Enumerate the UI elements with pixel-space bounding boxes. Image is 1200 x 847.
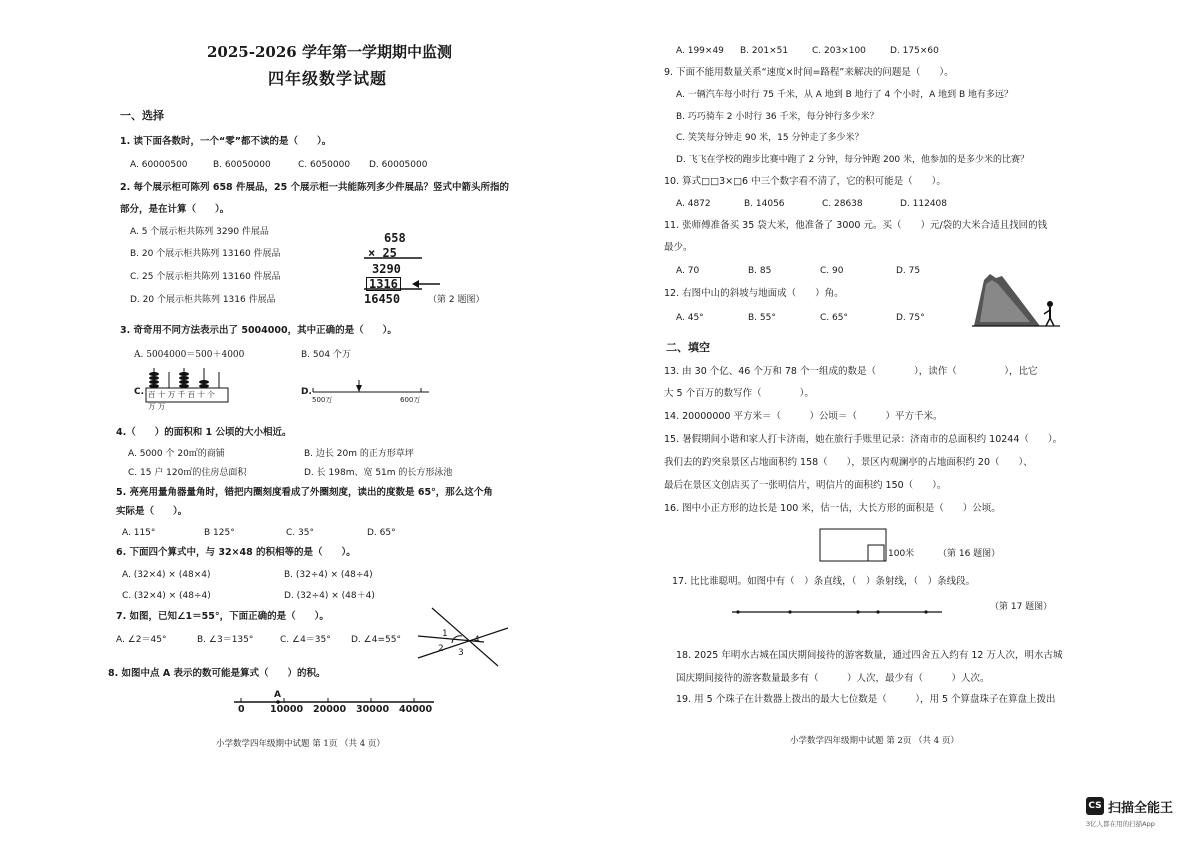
q8-stem: 8. 如图中点 A 表示的数可能是算式（ ）的积。 bbox=[108, 668, 326, 679]
q4-option-d: D. 长 198m、宽 51m 的长方形泳池 bbox=[304, 468, 453, 478]
section-fill-heading: 二、填空 bbox=[666, 341, 710, 354]
abacus-place-labels-2: 万 万 bbox=[148, 402, 166, 411]
q1-option-a: A. 60000500 bbox=[130, 160, 188, 170]
tick-30000: 30000 bbox=[356, 704, 390, 715]
q1-option-b: B. 60050000 bbox=[213, 160, 271, 170]
tick-40000: 40000 bbox=[399, 704, 433, 715]
q7-intersecting-lines-figure bbox=[414, 606, 514, 671]
q9-option-d: D. 飞飞在学校的跑步比赛中跑了 2 分钟，每分钟跑 200 米，他参加的是多少米的比赛？ bbox=[676, 155, 1030, 165]
q12-option-c: C. 65° bbox=[820, 313, 848, 323]
q3-option-a: A. 5004000＝500＋4000 bbox=[134, 350, 245, 360]
q10-option-d: D. 112408 bbox=[900, 199, 948, 209]
q3-option-b: B. 504 个万 bbox=[301, 350, 351, 360]
q11-option-b: B. 85 bbox=[748, 266, 772, 276]
angle-label-1: 1 bbox=[442, 629, 448, 639]
q5-stem-line2: 实际是（ ）。 bbox=[116, 506, 188, 517]
q6-option-a: A. (32×4) × (48×4) bbox=[122, 570, 211, 580]
watermark-subtitle: 3亿人都在用的扫描App bbox=[1086, 820, 1155, 828]
q18-line1: 18. 2025 年明水古城在国庆期间接待的游客数量，通过四舍五入约有 12 万人次，明水古城 bbox=[676, 650, 1063, 661]
q2-option-c: C. 25 个展示柜共陈列 13160 件展品 bbox=[130, 272, 281, 282]
q7-option-d: D. ∠4=55° bbox=[351, 635, 401, 645]
q17-caption: （第 17 题图） bbox=[990, 602, 1053, 612]
angle-label-3: 3 bbox=[458, 648, 464, 658]
q16-side-label: 100米 bbox=[888, 549, 915, 559]
q6-option-d: D. (32÷4) × (48＋4) bbox=[284, 591, 375, 601]
q15-line1: 15. 暑假期间小谐和家人打卡济南，她在旅行手账里记录：济南市的总面积约 10244（ ）。 bbox=[664, 434, 1063, 445]
q15-line3: 最后在景区文创店买了一张明信片，明信片的面积约 150（ ）。 bbox=[664, 480, 947, 491]
camscanner-logo-icon: CS bbox=[1086, 797, 1104, 815]
q17-line-figure bbox=[732, 606, 952, 618]
q11-option-c: C. 90 bbox=[820, 266, 844, 276]
q16-caption: （第 16 题图） bbox=[938, 549, 1001, 559]
q7-stem: 7. 如图，已知∠1＝55°，下面正确的是（ ）。 bbox=[116, 611, 329, 622]
page-1-footer: 小学数学四年级期中试题 第 1页 （共 4 页） bbox=[216, 739, 385, 749]
q3-stem: 3. 奇奇用不同方法表示出了 5004000，其中正确的是（ ）。 bbox=[120, 325, 397, 336]
q1-option-c: C. 6050000 bbox=[298, 160, 351, 170]
q6-option-b: B. (32÷4) × (48÷4) bbox=[284, 570, 373, 580]
q11-stem-line1: 11. 张师傅准备买 35 袋大米，他准备了 3000 元。买（ ）元/袋的大米合适且找回的钱 bbox=[664, 220, 1048, 231]
q16-stem: 16. 图中小正方形的边长是 100 米，估一估，大长方形的面积是（ ）公顷。 bbox=[664, 503, 1001, 514]
q10-option-c: C. 28638 bbox=[822, 199, 863, 209]
q11-option-a: A. 70 bbox=[676, 266, 700, 276]
q8-option-d: D. 175×60 bbox=[890, 46, 939, 56]
calc-partial-1: 3290 bbox=[372, 262, 401, 276]
calc-multiplier: × 25 bbox=[368, 246, 397, 260]
q15-line2: 我们去的趵突泉景区占地面积约 158（ ），景区内观澜亭的占地面积约 20（ ）、 bbox=[664, 457, 1033, 468]
q11-option-d: D. 75 bbox=[896, 266, 921, 276]
number-line-left-label: 500万 bbox=[312, 396, 333, 404]
page-2-footer: 小学数学四年级期中试题 第 2页 （共 4 页） bbox=[790, 736, 959, 746]
exam-page-2 bbox=[600, 0, 1200, 847]
watermark-title: 扫描全能王 bbox=[1108, 801, 1174, 816]
q3-option-d-label: D. bbox=[301, 387, 312, 397]
point-a-label: A bbox=[274, 690, 281, 700]
q1-option-d: D. 60005000 bbox=[369, 160, 428, 170]
q11-stem-line2: 最少。 bbox=[664, 242, 693, 253]
q9-option-b: B. 巧巧骑车 2 小时行 36 千米，每分钟行多少米？ bbox=[676, 112, 879, 122]
q12-stem: 12. 右图中山的斜坡与地面成（ ）角。 bbox=[664, 288, 844, 299]
q8-option-c: C. 203×100 bbox=[812, 46, 866, 56]
number-line-right-label: 600万 bbox=[400, 396, 421, 404]
q16-rectangle-figure bbox=[818, 527, 898, 563]
q17-stem: 17. 比比谁聪明。如图中有（ ）条直线，（ ）条射线，（ ）条线段。 bbox=[672, 576, 976, 587]
q2-option-d: D. 20 个展示柜共陈列 1316 件展品 bbox=[130, 295, 276, 305]
q4-option-a: A. 5000 个 20㎡的商铺 bbox=[128, 449, 225, 459]
q6-option-c: C. (32×4) × (48÷4) bbox=[122, 591, 211, 601]
q3-option-c-label: C. bbox=[134, 387, 145, 397]
q12-option-b: B. 55° bbox=[748, 313, 776, 323]
exam-subtitle: 四年级数学试题 bbox=[268, 69, 388, 88]
q12-option-d: D. 75° bbox=[896, 313, 925, 323]
q10-stem: 10. 算式□□3×□6 中三个数字看不清了，它的积可能是（ ）。 bbox=[664, 176, 946, 187]
q4-stem: 4.（ ）的面积和 1 公顷的大小相近。 bbox=[116, 427, 292, 438]
q2-stem-line2: 部分，是在计算（ ）。 bbox=[120, 204, 230, 215]
q5-option-d: D. 65° bbox=[367, 528, 396, 538]
q10-option-a: A. 4872 bbox=[676, 199, 711, 209]
q7-option-c: C. ∠4＝35° bbox=[280, 635, 331, 645]
q9-option-a: A. 一辆汽车每小时行 75 千米，从 A 地到 B 地行了 4 个小时，A 地到 B 地有多远？ bbox=[676, 90, 1014, 100]
q7-option-a: A. ∠2＝45° bbox=[116, 635, 167, 645]
q18-line2: 国庆期间接待的游客数量最多有（ ）人次，最少有（ ）人次。 bbox=[676, 673, 990, 684]
abacus-place-labels: 百 十 万 千 百 十 个 bbox=[148, 390, 215, 399]
angle-label-2: 2 bbox=[438, 644, 444, 654]
q8-option-b: B. 201×51 bbox=[740, 46, 789, 56]
tick-10000: 10000 bbox=[270, 704, 304, 715]
q2-option-b: B. 20 个展示柜共陈列 13160 件展品 bbox=[130, 249, 281, 259]
q5-stem-line1: 5. 亮亮用量角器量角时，错把内圈刻度看成了外圈刻度，读出的度数是 65°，那么这个角 bbox=[116, 487, 493, 498]
q19-stem: 19. 用 5 个珠子在计数器上拨出的最大七位数是（ ），用 5 个算盘珠子在算盘上拨出 bbox=[676, 694, 1056, 705]
q4-option-b: B. 边长 20m 的正方形草坪 bbox=[304, 449, 414, 459]
tick-20000: 20000 bbox=[313, 704, 347, 715]
q13-line1: 13. 由 30 个亿、46 个万和 78 个一组成的数是（ ），读作（ ），比它 bbox=[664, 366, 1038, 377]
q5-option-c: C. 35° bbox=[286, 528, 314, 538]
calc-partial-2-boxed: 1316 bbox=[366, 277, 401, 291]
q2-option-a: A. 5 个展示柜共陈列 3290 件展品 bbox=[130, 227, 269, 237]
q12-option-a: A. 45° bbox=[676, 313, 704, 323]
q5-option-a: A. 115° bbox=[122, 528, 156, 538]
q9-stem: 9. 下面不能用数量关系“速度×时间=路程”来解决的问题是（ ）。 bbox=[664, 67, 954, 78]
calc-multiplicand: 658 bbox=[384, 231, 406, 245]
q14-stem: 14. 20000000 平方米＝（ ）公顷＝（ ）平方千米。 bbox=[664, 411, 943, 422]
exam-title: 2025-2026 学年第一学期期中监测 bbox=[207, 43, 452, 61]
q9-option-c: C. 笑笑每分钟走 90 米，15 分钟走了多少米？ bbox=[676, 133, 864, 143]
q2-stem-line1: 2. 每个展示柜可陈列 658 件展品，25 个展示柜一共能陈列多少件展品？竖式中箭头所指的 bbox=[120, 182, 510, 193]
q13-line2: 大 5 个百万的数写作（ ）。 bbox=[664, 388, 814, 399]
tick-0: 0 bbox=[238, 704, 245, 715]
mountain-slope-icon bbox=[972, 272, 1062, 327]
q2-figure-caption: （第 2 题图） bbox=[428, 295, 485, 305]
q7-option-b: B. ∠3＝135° bbox=[197, 635, 254, 645]
calc-product: 16450 bbox=[364, 292, 401, 306]
q4-option-c: C. 15 户 120㎡的住房总面积 bbox=[128, 468, 247, 478]
q8-option-a: A. 199×49 bbox=[676, 46, 724, 56]
q1-stem: 1. 读下面各数时，一个“零”都不读的是（ ）。 bbox=[120, 136, 332, 147]
section-choice-heading: 一、选择 bbox=[120, 109, 164, 122]
q5-option-b: B 125° bbox=[204, 528, 235, 538]
q6-stem: 6. 下面四个算式中，与 32×48 的积相等的是（ ）。 bbox=[116, 547, 356, 558]
person-icon bbox=[1047, 301, 1053, 307]
q10-option-b: B. 14056 bbox=[744, 199, 785, 209]
angle-label-4: 4 bbox=[474, 635, 480, 645]
